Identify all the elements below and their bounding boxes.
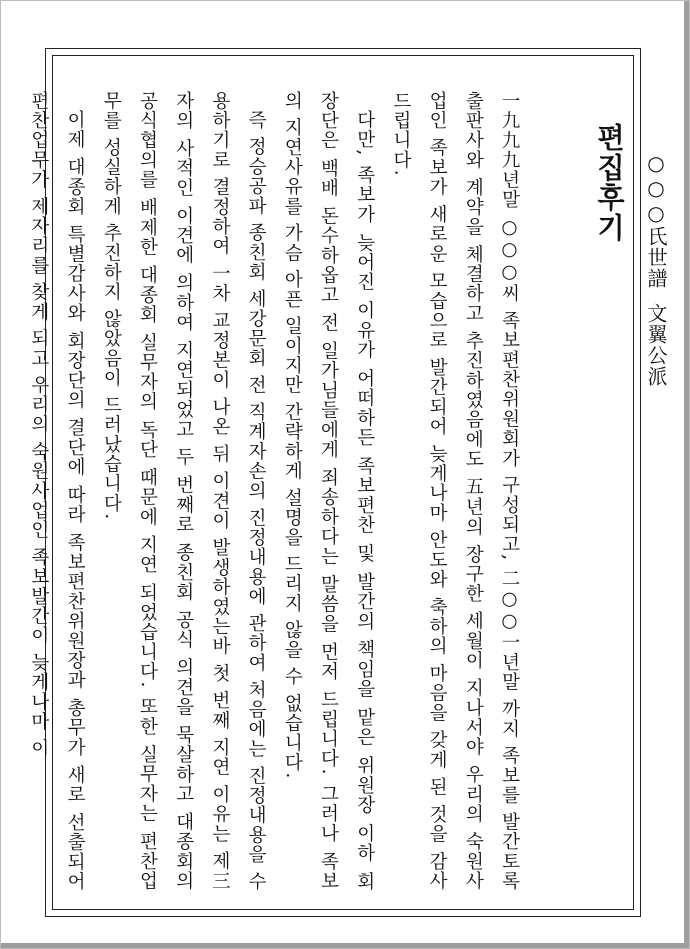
paragraph-4: 이제 대종회 특별감사와 회장단의 결단에 따라 족보편찬위원장과 총무가 새로 선출되어 편찬업무가 제자리를 찾게 되고 우리의 숙원사업인 족보발간이 늦게나마 이 <box>28 91 86 891</box>
family-title: ○○○氏世譜 <box>644 151 668 289</box>
page-title: 편집후기 <box>593 123 626 243</box>
running-header <box>641 151 671 551</box>
paragraph-3: 즉 정승공파 종친회 세강문회 전 직계자손의 진정내용에 관하여 처음에는 진정내용을 수용하기로 결정하여 一차 교정본이 나온 뒤 이견이 발생하였는바 첫 번째 지연 이유는 제三자의 사적인 이견에 의하여 지연되었고 두 번째로 종친회 공식 의견을 묵살하고 대종회의 공식협의를 배제한 대종회 실무자의 독단 때문에 지연 되었습니다. 또한 실무자는 편찬업무를 성실하게 추진하지 않았음이 드러났습니다. <box>100 91 267 891</box>
body-text <box>28 91 601 891</box>
branch-name: 文翼公派 <box>644 303 668 387</box>
paragraph-2: 다만, 족보가 늦어진 이유가 어떠하든 족보편찬 및 발간의 책임을 맡은 위원장 이하 회장단은 백배 돈수하옵고 전 일가님들에게 죄송하다는 말씀을 먼저 드립니다. 그러나 족보의 지연사유를 가슴 아픈 일이지만 간략하게 설명을 드리지 않을 수 없습니다. <box>281 91 376 891</box>
paragraph-1: 一九九九년말 ○○○씨 족보편찬위원회가 구성되고, 二○○一년말 까지 족보를 발간토록 출판사와 계약을 체결하고 추진하였음에도 五년의 장구한 세월이 지나서야 우리의 숙원사업인 족보가 새로운 모습으로 발간되어 늦게나마 안도와 축하의 마음을 갖게 된 것을 감사드립니다. <box>390 91 520 891</box>
